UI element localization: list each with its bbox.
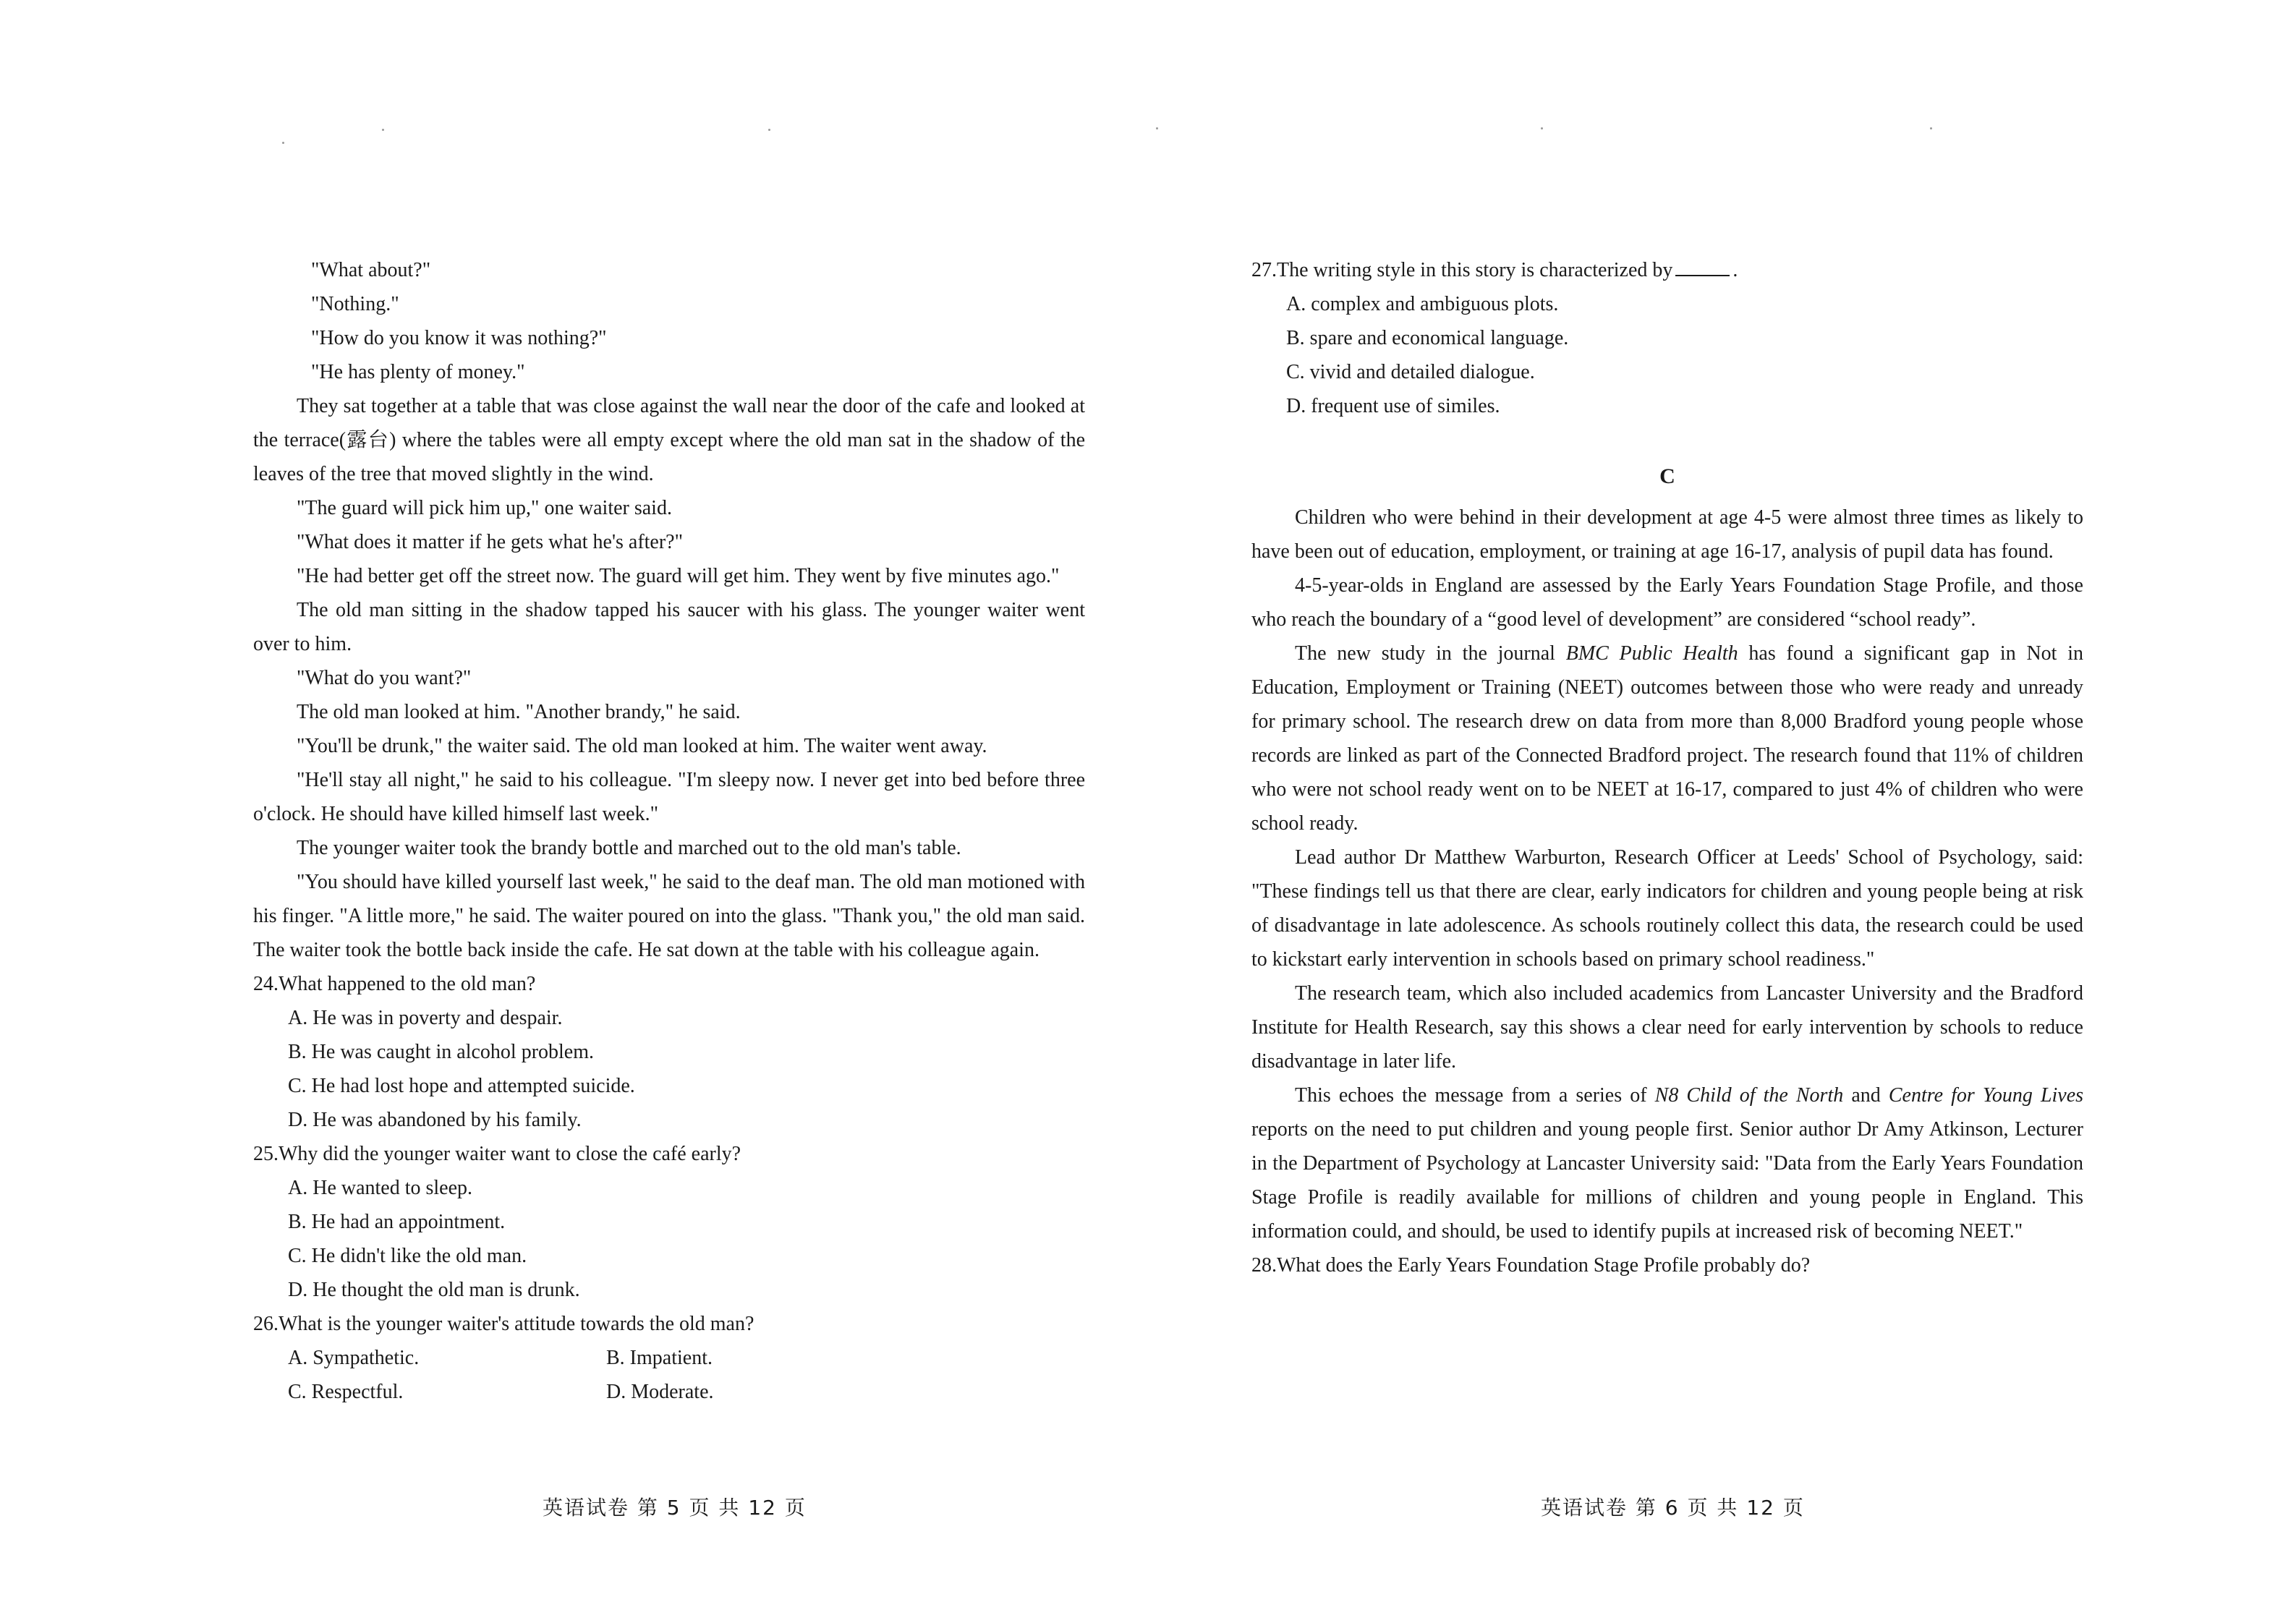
question-27-option-d[interactable]: D. frequent use of similes. (1286, 395, 1500, 417)
question-27-stem-end: . (1732, 259, 1738, 281)
story-paragraph: "You should have killed yourself last week," he said to the deaf man. The old man motioned with his finger. "A little more," he said. The waiter poured on into the glass. "Thank you," the old man said. The waiter took the bottle back inside the cafe. He sat down at the table with his colleague again. (253, 871, 1085, 961)
question-26-option-a[interactable]: A. Sympathetic. (288, 1347, 420, 1369)
question-24-stem: 24.What happened to the old man? (253, 973, 536, 995)
article-paragraph: 4-5-year-olds in England are assessed by the Early Years Foundation Stage Profile, and those who reach the boundary of a “good level of development” are considered “school ready”. (1251, 574, 2083, 631)
dialogue-line: "How do you know it was nothing?" (311, 327, 607, 349)
report-series-name: N8 Child of the North (1654, 1084, 1844, 1107)
question-24-option-c[interactable]: C. He had lost hope and attempted suicide. (288, 1075, 635, 1097)
page-footer: 英语试卷 第 6 页 共 12 页 (1541, 1496, 1805, 1520)
article-text: has found a significant gap in Not in Education, Employment or Training (NEET) outcomes between those who were ready and unready for primary school. The research drew on data from more than 8,000 Bradford young people whose records are linked as part of the Connected Bradford project. The research found that 11% of children who were not school ready went on to be NEET at 16-17, compared to just 4% of children who were school ready. (1251, 642, 2084, 835)
scan-speck (1541, 127, 1543, 129)
article-paragraph: Children who were behind in their development at age 4-5 were almost three times as likely to have been out of education, employment, or training at age 16-17, analysis of pupil data has found. (1251, 506, 2083, 563)
question-25-option-d[interactable]: D. He thought the old man is drunk. (288, 1279, 580, 1301)
scan-speck (768, 129, 770, 131)
question-26-options-row (253, 1341, 1085, 1375)
dialogue-line: "He has plenty of money." (311, 361, 525, 383)
story-paragraph: The younger waiter took the brandy bottle and marched out to the old man's table. (297, 837, 961, 859)
article-text: and (1851, 1084, 1881, 1107)
dialogue-line: "The guard will pick him up," one waiter said. (297, 497, 672, 519)
report-series-name: Centre for Young Lives (1888, 1084, 2084, 1107)
story-paragraph: They sat together at a table that was close against the wall near the door of the cafe and looked at the terrace(露台) where the tables were all empty except where the old man sat in the shadow of the leaves of the tree that moved slightly in the wind. (253, 395, 1085, 485)
scan-speck (382, 129, 384, 131)
section-title: C (1659, 464, 1675, 488)
question-26-option-b[interactable]: B. Impatient. (606, 1347, 713, 1369)
article-text: reports on the need to put children and young people first. Senior author Dr Amy Atkinson, Lecturer in the Department of Psychology at Lancaster University said: "Data from the Early Years Foundation Stage Profile is readily available for millions of children and young people in England. This information could, and should, be used to identify pupils at increased risk of becoming NEET." (1251, 1118, 2083, 1243)
question-24-option-b[interactable]: B. He was caught in alcohol problem. (288, 1041, 595, 1063)
question-25-option-a[interactable]: A. He wanted to sleep. (288, 1177, 473, 1199)
scan-speck (282, 142, 284, 144)
question-27-stem (1251, 253, 2083, 287)
question-26-option-d[interactable]: D. Moderate. (606, 1381, 714, 1403)
dialogue-line: "What does it matter if he gets what he's after?" (297, 531, 684, 553)
dialogue-line: "You'll be drunk," the waiter said. The old man looked at him. The waiter went away. (297, 735, 987, 757)
dialogue-line: "Nothing." (311, 293, 399, 315)
question-27-option-a[interactable]: A. complex and ambiguous plots. (1286, 293, 1559, 315)
journal-name: BMC Public Health (1565, 642, 1738, 665)
story-paragraph: "He had better get off the street now. The guard will get him. They went by five minutes ago." (297, 565, 1060, 587)
article-text: The new study in the journal (1295, 642, 1555, 665)
question-25-option-b[interactable]: B. He had an appointment. (288, 1211, 506, 1233)
question-27-option-c[interactable]: C. vivid and detailed dialogue. (1286, 361, 1535, 383)
scan-speck (1930, 127, 1932, 129)
question-26-options-row (253, 1375, 1085, 1409)
question-26-option-c[interactable]: C. Respectful. (288, 1381, 404, 1403)
scan-speck (1156, 127, 1158, 129)
article-paragraph: The research team, which also included academics from Lancaster University and the Bradford Institute for Health Research, say this shows a clear need for early intervention by schools to reduce disadvantage in later life. (1251, 982, 2083, 1073)
left-page (253, 253, 1085, 1409)
story-paragraph: The old man sitting in the shadow tapped his saucer with his glass. The younger waiter went over to him. (253, 599, 1085, 655)
question-27-stem-text: 27.The writing style in this story is characterized by (1251, 259, 1673, 281)
article-paragraph: Lead author Dr Matthew Warburton, Research Officer at Leeds' School of Psychology, said: "These findings tell us that there are clear, early indicators for children and young people being at risk of disadvantage in late adolescence. As schools routinely collect this data, the research could be used to kickstart early intervention in schools based on primary school readiness." (1251, 846, 2083, 971)
article-text: This echoes the message from a series of (1295, 1084, 1647, 1107)
question-24-option-a[interactable]: A. He was in poverty and despair. (288, 1007, 563, 1029)
question-25-stem: 25.Why did the younger waiter want to close the café early? (253, 1143, 741, 1165)
dialogue-line: "What do you want?" (297, 667, 472, 689)
article-paragraph (1251, 1078, 2083, 1248)
answer-blank (1675, 257, 1730, 276)
question-24-option-d[interactable]: D. He was abandoned by his family. (288, 1109, 582, 1131)
dialogue-line: "What about?" (311, 259, 431, 281)
right-page (1251, 253, 2083, 1282)
question-25-option-c[interactable]: C. He didn't like the old man. (288, 1245, 527, 1267)
question-26-stem: 26.What is the younger waiter's attitude towards the old man? (253, 1313, 754, 1335)
question-27-option-b[interactable]: B. spare and economical language. (1286, 327, 1569, 349)
dialogue-line: The old man looked at him. "Another brandy," he said. (297, 701, 741, 723)
story-paragraph: "He'll stay all night," he said to his colleague. "I'm sleepy now. I never get into bed before three o'clock. He should have killed himself last week." (253, 769, 1085, 825)
page-footer: 英语试卷 第 5 页 共 12 页 (543, 1496, 807, 1520)
question-28-stem: 28.What does the Early Years Foundation Stage Profile probably do? (1251, 1254, 1811, 1277)
article-paragraph (1251, 636, 2083, 840)
